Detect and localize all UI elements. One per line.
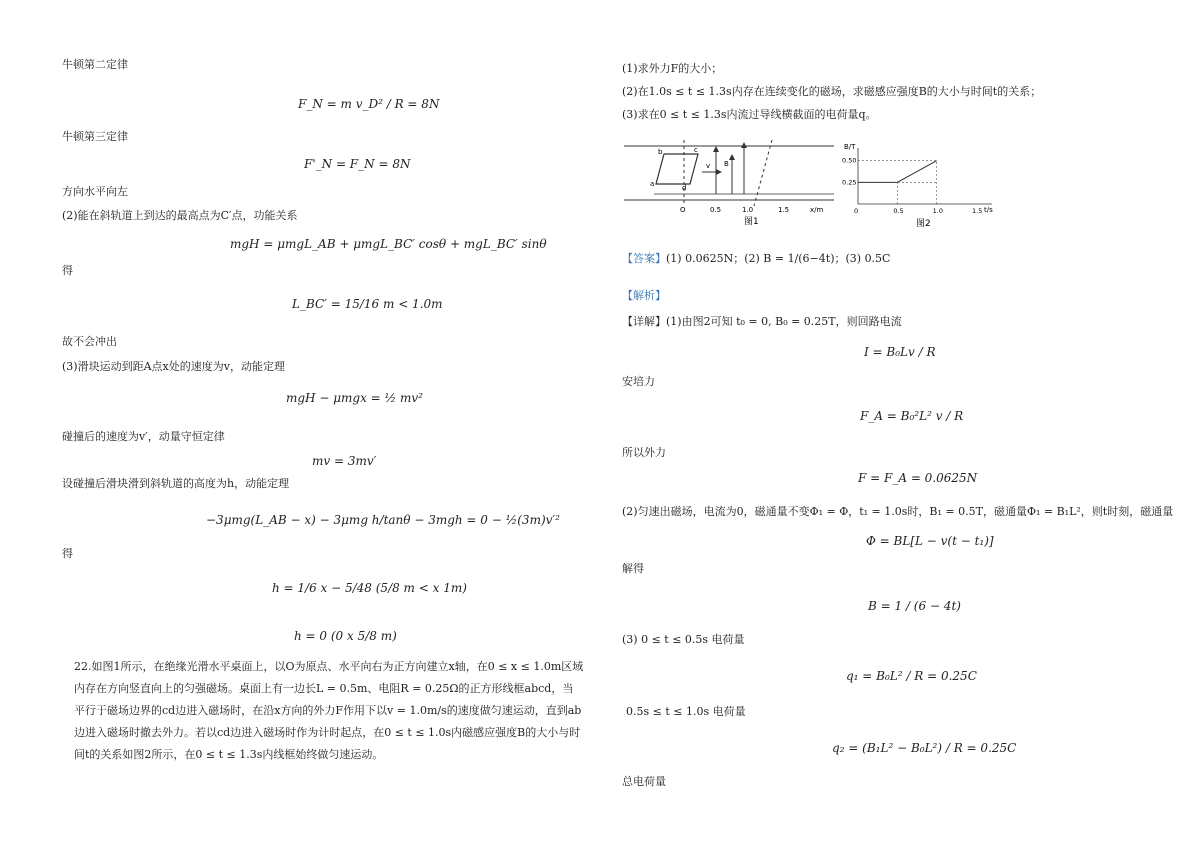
answer-line — [622, 252, 890, 266]
text-no-exit: 故不会冲出 — [62, 335, 117, 348]
fig1-tick-1.0: 1.0 — [742, 206, 754, 214]
text-charge-interval-2: 0.5s ≤ t ≤ 1.0s 电荷量 — [626, 705, 746, 718]
equation-ampere-force: F_A = B₀²L² v / R — [860, 409, 964, 423]
fig2-caption: 图2 — [916, 219, 931, 229]
fig1-label-c: c — [694, 146, 698, 154]
question-1: (1)求外力F的大小； — [622, 62, 723, 75]
equation-q1: q₁ = B₀L² / R = 0.25C — [846, 669, 977, 683]
equation-height-energy: −3μmg(L_AB − x) − 3μmg h/tanθ − 3mgh = 0 − ½(3m)v′² — [206, 513, 560, 527]
text-part2-analysis: (2)匀速出磁场，电流为0，磁通量不变Φ₁ = Φ，t₁ = 1.0s时，B₁ = 0.5T，磁通量Φ₁ = B₁L²，则t时刻，磁通量 — [622, 505, 1174, 518]
text-part2-intro: (2)能在斜轨道上到达的最高点为C′点，功能关系 — [62, 209, 298, 222]
text-newton-third: 牛顿第三定律 — [62, 130, 128, 143]
equation-current: I = B₀Lv / R — [864, 345, 936, 359]
fig2-x-tick-label: 0 — [854, 207, 859, 215]
fig1-field-arrowhead-2 — [741, 142, 747, 148]
fig2-y-tick-label: 0.25 — [842, 178, 857, 187]
fig1-field-arrowhead-1 — [729, 154, 735, 160]
fig1-label-B: B — [724, 160, 729, 168]
text-charge-interval-1: (3) 0 ≤ t ≤ 0.5s 电荷量 — [622, 633, 745, 646]
fig1-axis-label-x: x/m — [810, 206, 824, 214]
text-collision: 碰撞后的速度为v′，动量守恒定律 — [62, 430, 225, 443]
equation-momentum: mv = 3mv′ — [312, 454, 377, 468]
text-newton-second: 牛顿第二定律 — [62, 58, 128, 71]
analysis-tag: 【解析】 — [622, 289, 666, 302]
fig2-series-line — [858, 161, 937, 183]
equation-reaction-force: F'_N = F_N = 8N — [304, 157, 411, 171]
text-external-force: 所以外力 — [622, 446, 666, 459]
question-3: (3)求在0 ≤ t ≤ 1.3s内流过导线横截面的电荷量q。 — [622, 108, 877, 121]
equation-h-case2: h = 0 (0 x 5/8 m) — [294, 629, 397, 643]
figure-1-diagram — [624, 130, 844, 230]
text-solve: 解得 — [622, 562, 644, 575]
fig1-square-frame — [656, 154, 698, 184]
fig2-y-axis-label: B/T — [844, 143, 856, 151]
text-part3-intro: (3)滑块运动到距A点x处的速度为v，动能定理 — [62, 360, 285, 373]
fig2-x-tick-label: 0.5 — [893, 207, 904, 215]
answer-tag: 【答案】 — [622, 252, 666, 265]
text-height: 设碰撞后滑块滑到斜轨道的高度为h，动能定理 — [62, 477, 290, 490]
equation-q2: q₂ = (B₁L² − B₀L²) / R = 0.25C — [832, 741, 1017, 755]
equation-h-case1: h = 1/6 x − 5/48 (5/8 m < x 1m) — [272, 581, 467, 595]
equation-normal-force: F_N = m v_D² / R = 8N — [298, 97, 440, 111]
fig1-label-b: b — [658, 148, 663, 156]
equation-lbc: L_BC′ = 15/16 m < 1.0m — [292, 297, 443, 311]
fig1-field-arrowhead-3 — [713, 146, 719, 152]
problem-22-statement: 22.如图1所示，在绝缘光滑水平桌面上，以O为原点、水平向右为正方向建立x轴，在0 ≤ x ≤ 1.0m区域内存在方向竖直向上的匀强磁场。桌面上有一边长L = 0.5m、电阻R = 0.25Ω的正方形线框abcd，当平行于磁场边界的cd边进入磁场时，在沿x方向的外力F作用下以v = 1.0m/s的速度做匀速运动，直到ab边进入磁场时撤去外力。若以cd边进入磁场时作为计时起点，在0 ≤ t ≤ 1.0s内磁感应强度B的大小与时间t的关系如图2所示，在0 ≤ t ≤ 1.3s内线框始终做匀速运动。 — [74, 660, 584, 761]
equation-external-force: F = F_A = 0.0625N — [858, 471, 978, 485]
text-direction: 方向水平向左 — [62, 185, 128, 198]
fig1-velocity-arrowhead — [716, 169, 722, 175]
answer-text: (1) 0.0625N；(2) B = 1/(6−4t)；(3) 0.5C — [666, 252, 891, 265]
fig1-label-O: O — [680, 206, 686, 214]
equation-work-energy: mgH − μmgx = ½ mv² — [286, 391, 423, 405]
fig1-caption: 图1 — [744, 217, 759, 227]
text-de-2: 得 — [62, 547, 73, 560]
fig2-y-tick-label: 0.50 — [842, 156, 857, 165]
fig1-label-d: d — [682, 184, 687, 192]
fig1-tick-0.5: 0.5 — [710, 206, 722, 214]
fig2-x-tick-label: 1.0 — [932, 207, 944, 215]
text-total-charge: 总电荷量 — [622, 775, 666, 788]
fig2-x-tick-label: 1.5 — [972, 207, 983, 215]
question-2: (2)在1.0s ≤ t ≤ 1.3s内存在连续变化的磁场，求磁感应强度B的大小与时间t的关系； — [622, 85, 1042, 98]
figure-2-chart — [840, 140, 1008, 232]
fig1-right-field-edge — [754, 140, 772, 206]
equation-B-of-t: B = 1 / (6 − 4t) — [868, 599, 961, 613]
fig1-tick-1.5: 1.5 — [778, 206, 790, 214]
detail-intro: 【详解】(1)由图2可知 t₀ = 0, B₀ = 0.25T，则回路电流 — [622, 315, 902, 328]
equation-energy: mgH = μmgL_AB + μmgL_BC′ cosθ + mgL_BC′ sinθ — [230, 237, 547, 251]
fig2-x-axis-label: t/s — [984, 206, 993, 214]
text-ampere-force: 安培力 — [622, 375, 655, 388]
fig1-label-v: v — [706, 162, 711, 170]
equation-flux: Φ = BL[L − v(t − t₁)] — [866, 534, 994, 548]
fig1-label-a: a — [650, 180, 655, 188]
text-de-1: 得 — [62, 264, 73, 277]
